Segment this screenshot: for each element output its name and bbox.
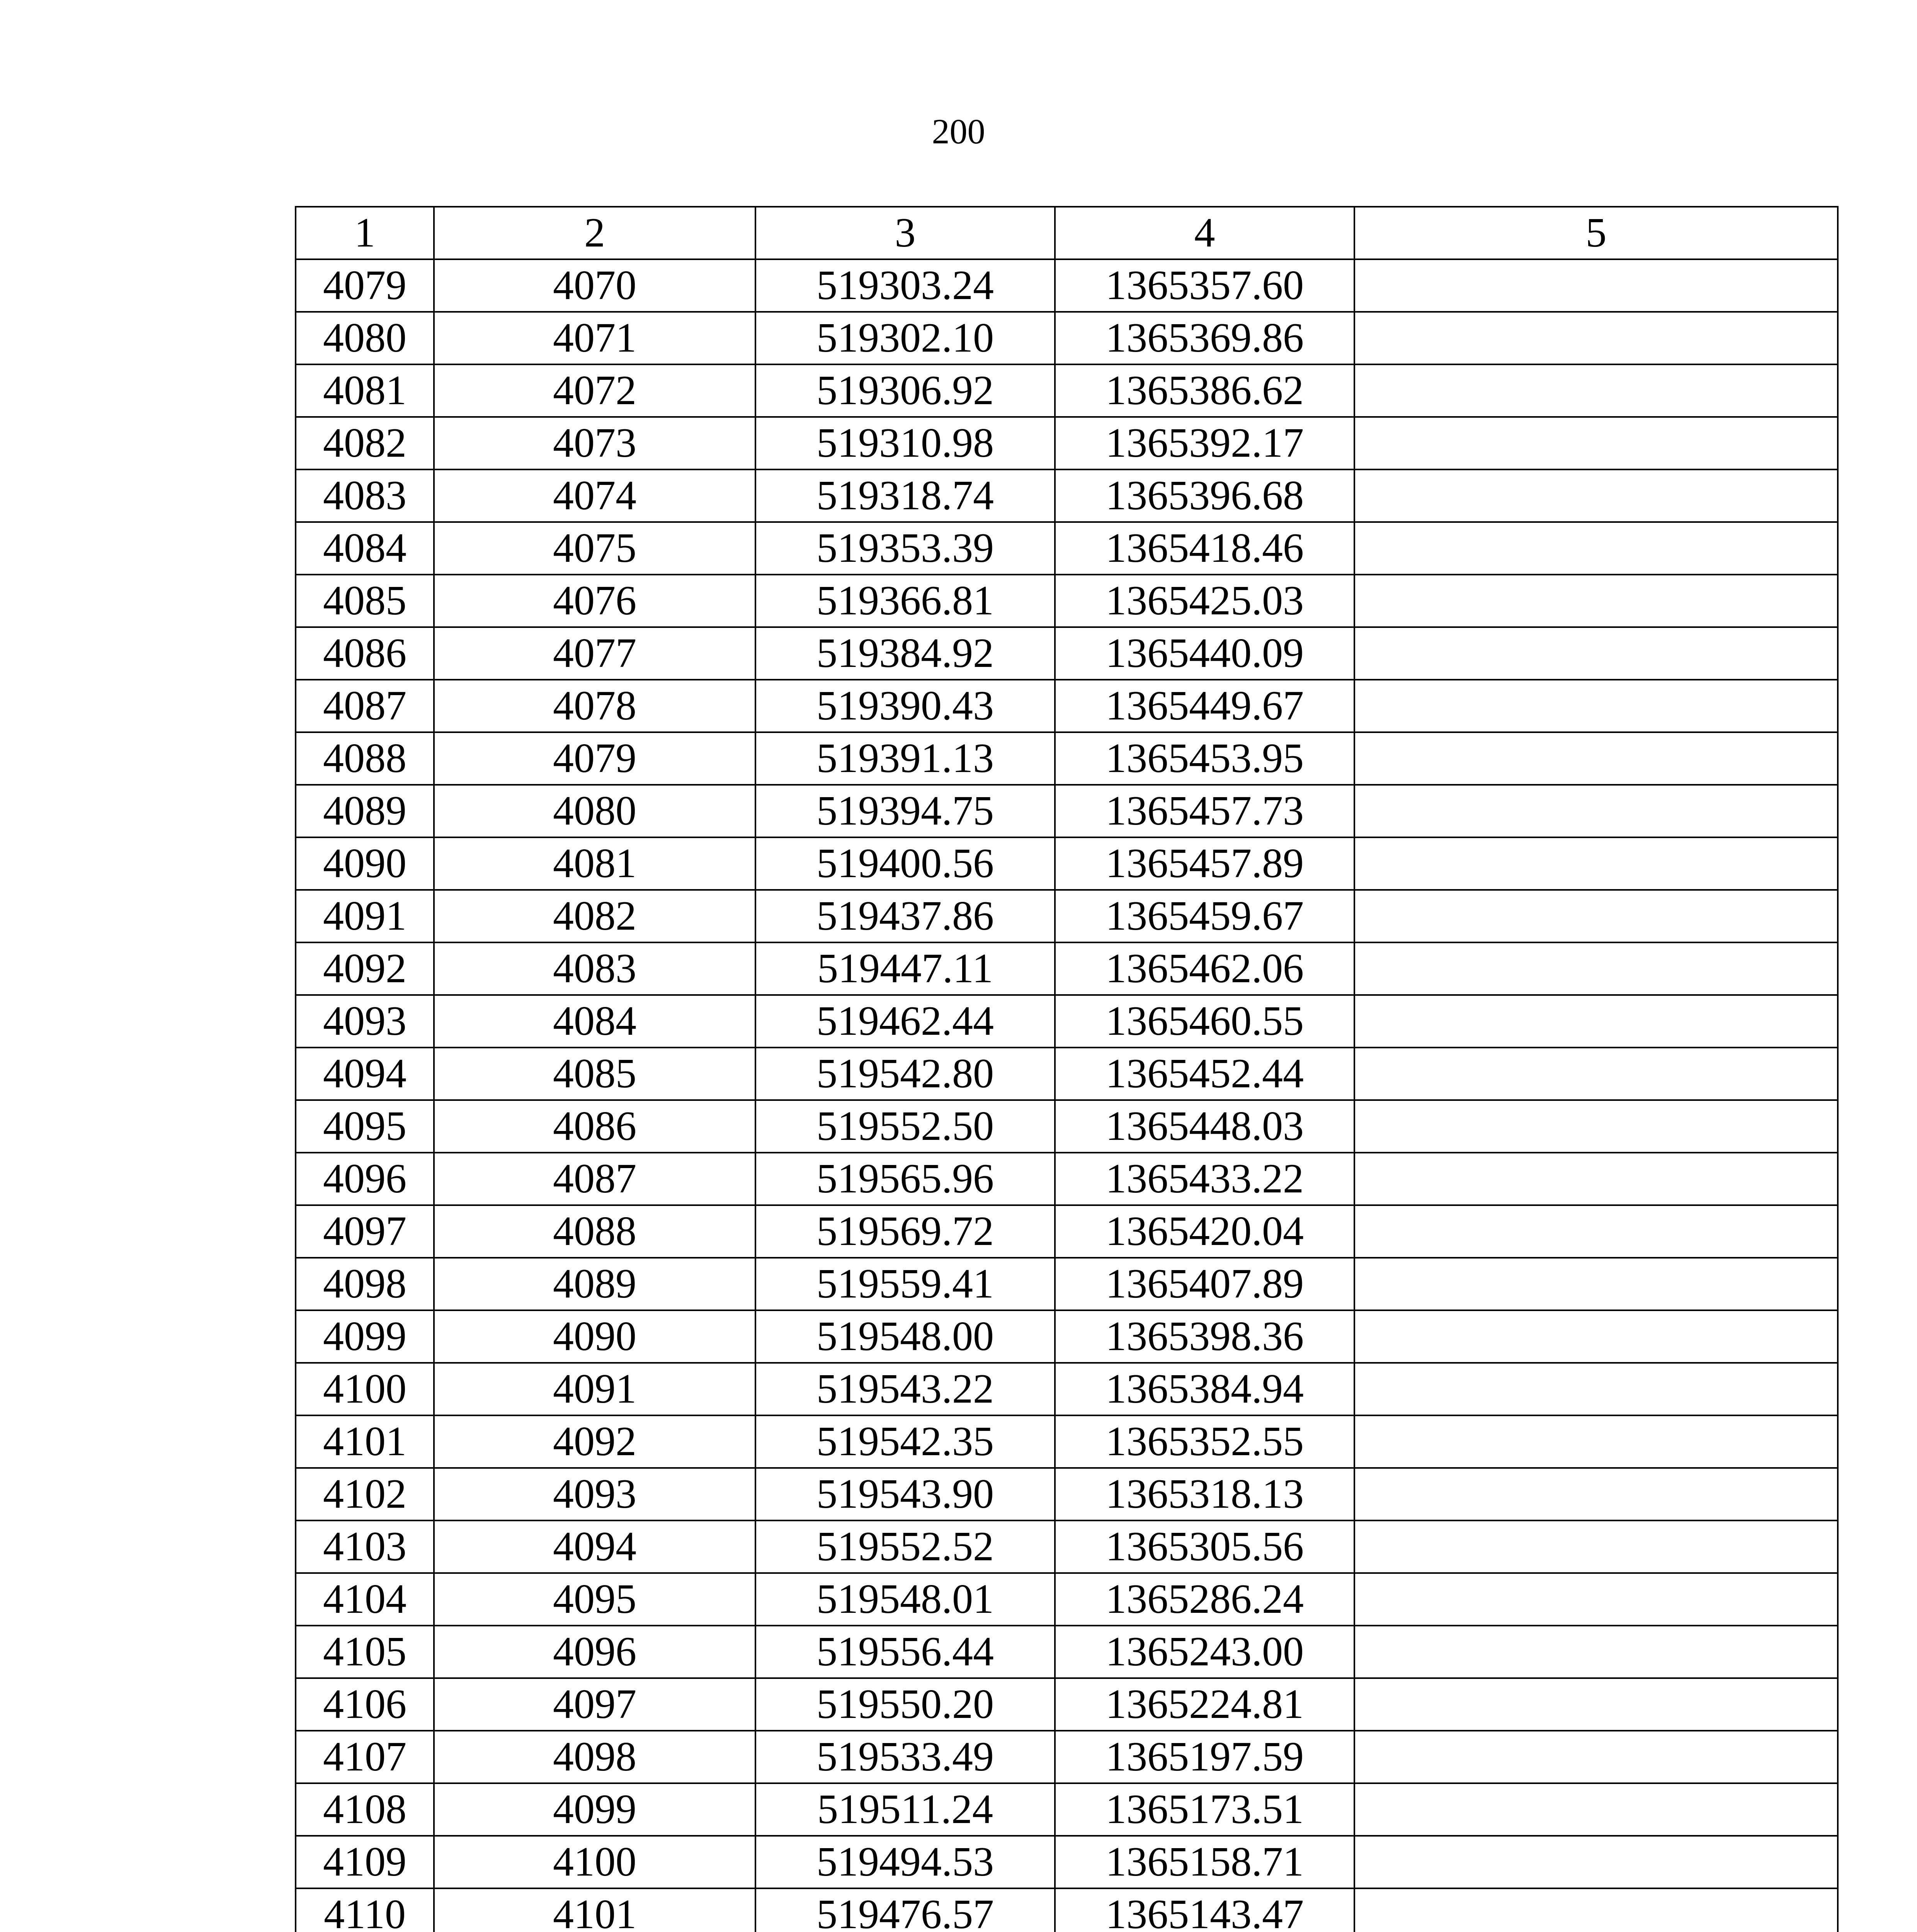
cell-point-number: 4101 [296, 1415, 434, 1468]
page-number: 200 [932, 112, 985, 151]
table-row [296, 1573, 1838, 1626]
cell-note [1354, 364, 1838, 417]
table-row [296, 1888, 1838, 1932]
cell-coordinate-y: 1365392.17 [1055, 417, 1354, 469]
cell-reference-number: 4076 [434, 575, 755, 627]
cell-note [1354, 732, 1838, 785]
cell-reference-number: 4074 [434, 469, 755, 522]
cell-coordinate-x: 519476.57 [755, 1888, 1055, 1932]
cell-coordinate-x: 519552.50 [755, 1100, 1055, 1153]
cell-point-number: 4094 [296, 1048, 434, 1100]
cell-note [1354, 417, 1838, 469]
cell-note [1354, 680, 1838, 732]
cell-reference-number: 4099 [434, 1783, 755, 1836]
cell-point-number: 4107 [296, 1731, 434, 1783]
table-row [296, 890, 1838, 942]
cell-coordinate-x: 519394.75 [755, 785, 1055, 837]
cell-point-number: 4108 [296, 1783, 434, 1836]
cell-reference-number: 4098 [434, 1731, 755, 1783]
cell-coordinate-x: 519303.24 [755, 259, 1055, 312]
cell-coordinate-y: 1365457.89 [1055, 837, 1354, 890]
cell-coordinate-y: 1365407.89 [1055, 1258, 1354, 1310]
table-row [296, 575, 1838, 627]
cell-coordinate-x: 519543.90 [755, 1468, 1055, 1520]
cell-point-number: 4083 [296, 469, 434, 522]
cell-point-number: 4084 [296, 522, 434, 575]
cell-coordinate-x: 519302.10 [755, 312, 1055, 364]
table-row [296, 1678, 1838, 1731]
cell-reference-number: 4077 [434, 627, 755, 680]
cell-coordinate-x: 519494.53 [755, 1836, 1055, 1888]
cell-note [1354, 837, 1838, 890]
cell-point-number: 4093 [296, 995, 434, 1048]
cell-coordinate-y: 1365440.09 [1055, 627, 1354, 680]
table-row [296, 1731, 1838, 1783]
cell-note [1354, 627, 1838, 680]
cell-coordinate-y: 1365386.62 [1055, 364, 1354, 417]
cell-reference-number: 4089 [434, 1258, 755, 1310]
table-row [296, 469, 1838, 522]
cell-coordinate-y: 1365286.24 [1055, 1573, 1354, 1626]
table-row [296, 417, 1838, 469]
cell-coordinate-y: 1365369.86 [1055, 312, 1354, 364]
cell-coordinate-x: 519548.00 [755, 1310, 1055, 1363]
column-header: 2 [434, 207, 755, 259]
cell-point-number: 4105 [296, 1626, 434, 1678]
cell-note [1354, 1783, 1838, 1836]
cell-point-number: 4097 [296, 1205, 434, 1258]
table-row [296, 1100, 1838, 1153]
cell-coordinate-y: 1365357.60 [1055, 259, 1354, 312]
cell-reference-number: 4071 [434, 312, 755, 364]
column-header: 3 [755, 207, 1055, 259]
column-header: 5 [1354, 207, 1838, 259]
cell-reference-number: 4096 [434, 1626, 755, 1678]
cell-point-number: 4110 [296, 1888, 434, 1932]
table-row [296, 1783, 1838, 1836]
cell-note [1354, 1731, 1838, 1783]
cell-reference-number: 4080 [434, 785, 755, 837]
cell-note [1354, 942, 1838, 995]
cell-coordinate-x: 519550.20 [755, 1678, 1055, 1731]
cell-point-number: 4088 [296, 732, 434, 785]
cell-point-number: 4082 [296, 417, 434, 469]
table-row [296, 1363, 1838, 1415]
table-row [296, 995, 1838, 1048]
cell-point-number: 4109 [296, 1836, 434, 1888]
table-row [296, 1836, 1838, 1888]
cell-coordinate-y: 1365197.59 [1055, 1731, 1354, 1783]
cell-note [1354, 1836, 1838, 1888]
cell-point-number: 4102 [296, 1468, 434, 1520]
cell-coordinate-y: 1365462.06 [1055, 942, 1354, 995]
cell-reference-number: 4090 [434, 1310, 755, 1363]
cell-reference-number: 4082 [434, 890, 755, 942]
cell-note [1354, 1888, 1838, 1932]
cell-coordinate-x: 519306.92 [755, 364, 1055, 417]
cell-reference-number: 4093 [434, 1468, 755, 1520]
table-row [296, 680, 1838, 732]
cell-coordinate-y: 1365158.71 [1055, 1836, 1354, 1888]
cell-point-number: 4099 [296, 1310, 434, 1363]
cell-coordinate-x: 519462.44 [755, 995, 1055, 1048]
cell-coordinate-x: 519556.44 [755, 1626, 1055, 1678]
cell-reference-number: 4075 [434, 522, 755, 575]
cell-point-number: 4098 [296, 1258, 434, 1310]
cell-coordinate-y: 1365425.03 [1055, 575, 1354, 627]
cell-coordinate-x: 519548.01 [755, 1573, 1055, 1626]
table-row [296, 1415, 1838, 1468]
cell-reference-number: 4091 [434, 1363, 755, 1415]
cell-coordinate-x: 519390.43 [755, 680, 1055, 732]
cell-reference-number: 4088 [434, 1205, 755, 1258]
cell-coordinate-y: 1365384.94 [1055, 1363, 1354, 1415]
cell-point-number: 4104 [296, 1573, 434, 1626]
table-row [296, 1205, 1838, 1258]
cell-note [1354, 1468, 1838, 1520]
cell-reference-number: 4095 [434, 1573, 755, 1626]
cell-coordinate-x: 519384.92 [755, 627, 1055, 680]
cell-reference-number: 4072 [434, 364, 755, 417]
cell-coordinate-y: 1365243.00 [1055, 1626, 1354, 1678]
cell-coordinate-x: 519559.41 [755, 1258, 1055, 1310]
cell-point-number: 4091 [296, 890, 434, 942]
table-row [296, 732, 1838, 785]
cell-coordinate-y: 1365452.44 [1055, 1048, 1354, 1100]
cell-coordinate-x: 519569.72 [755, 1205, 1055, 1258]
table-row [296, 1310, 1838, 1363]
cell-reference-number: 4094 [434, 1520, 755, 1573]
table-row [296, 627, 1838, 680]
cell-note [1354, 1520, 1838, 1573]
table-row [296, 312, 1838, 364]
cell-coordinate-y: 1365433.22 [1055, 1153, 1354, 1205]
cell-point-number: 4103 [296, 1520, 434, 1573]
cell-point-number: 4080 [296, 312, 434, 364]
cell-coordinate-x: 519542.80 [755, 1048, 1055, 1100]
cell-coordinate-y: 1365418.46 [1055, 522, 1354, 575]
cell-coordinate-x: 519391.13 [755, 732, 1055, 785]
table-row [296, 837, 1838, 890]
cell-reference-number: 4101 [434, 1888, 755, 1932]
cell-coordinate-y: 1365173.51 [1055, 1783, 1354, 1836]
cell-coordinate-y: 1365449.67 [1055, 680, 1354, 732]
cell-note [1354, 1100, 1838, 1153]
cell-point-number: 4095 [296, 1100, 434, 1153]
cell-coordinate-y: 1365457.73 [1055, 785, 1354, 837]
cell-coordinate-y: 1365318.13 [1055, 1468, 1354, 1520]
table-row [296, 785, 1838, 837]
cell-reference-number: 4084 [434, 995, 755, 1048]
cell-note [1354, 259, 1838, 312]
cell-reference-number: 4087 [434, 1153, 755, 1205]
cell-note [1354, 1678, 1838, 1731]
cell-reference-number: 4079 [434, 732, 755, 785]
cell-note [1354, 1258, 1838, 1310]
cell-point-number: 4096 [296, 1153, 434, 1205]
cell-note [1354, 1626, 1838, 1678]
cell-reference-number: 4085 [434, 1048, 755, 1100]
cell-reference-number: 4097 [434, 1678, 755, 1731]
cell-point-number: 4090 [296, 837, 434, 890]
cell-reference-number: 4100 [434, 1836, 755, 1888]
cell-note [1354, 469, 1838, 522]
cell-coordinate-y: 1365352.55 [1055, 1415, 1354, 1468]
cell-coordinate-x: 519318.74 [755, 469, 1055, 522]
coordinates-table [295, 206, 1839, 1932]
table-row [296, 1520, 1838, 1573]
cell-point-number: 4089 [296, 785, 434, 837]
cell-coordinate-y: 1365224.81 [1055, 1678, 1354, 1731]
cell-note [1354, 1205, 1838, 1258]
table-row [296, 522, 1838, 575]
cell-reference-number: 4078 [434, 680, 755, 732]
cell-coordinate-y: 1365143.47 [1055, 1888, 1354, 1932]
table-row [296, 1153, 1838, 1205]
cell-point-number: 4079 [296, 259, 434, 312]
cell-reference-number: 4073 [434, 417, 755, 469]
cell-point-number: 4087 [296, 680, 434, 732]
cell-note [1354, 1310, 1838, 1363]
cell-coordinate-y: 1365453.95 [1055, 732, 1354, 785]
cell-coordinate-x: 519366.81 [755, 575, 1055, 627]
table-row [296, 1048, 1838, 1100]
cell-coordinate-y: 1365396.68 [1055, 469, 1354, 522]
cell-reference-number: 4092 [434, 1415, 755, 1468]
cell-note [1354, 1573, 1838, 1626]
table-header-row [296, 207, 1838, 259]
cell-coordinate-x: 519511.24 [755, 1783, 1055, 1836]
cell-coordinate-x: 519542.35 [755, 1415, 1055, 1468]
cell-coordinate-x: 519447.11 [755, 942, 1055, 995]
cell-note [1354, 785, 1838, 837]
cell-reference-number: 4083 [434, 942, 755, 995]
table-row [296, 942, 1838, 995]
table-row [296, 1258, 1838, 1310]
cell-coordinate-y: 1365460.55 [1055, 995, 1354, 1048]
cell-coordinate-y: 1365459.67 [1055, 890, 1354, 942]
cell-coordinate-y: 1365448.03 [1055, 1100, 1354, 1153]
cell-note [1354, 995, 1838, 1048]
table-body [296, 259, 1838, 1932]
cell-point-number: 4100 [296, 1363, 434, 1415]
cell-point-number: 4081 [296, 364, 434, 417]
cell-coordinate-y: 1365305.56 [1055, 1520, 1354, 1573]
cell-note [1354, 1153, 1838, 1205]
table-row [296, 1468, 1838, 1520]
cell-note [1354, 575, 1838, 627]
cell-coordinate-y: 1365420.04 [1055, 1205, 1354, 1258]
cell-note [1354, 1048, 1838, 1100]
cell-point-number: 4086 [296, 627, 434, 680]
cell-note [1354, 1415, 1838, 1468]
cell-reference-number: 4070 [434, 259, 755, 312]
cell-coordinate-x: 519400.56 [755, 837, 1055, 890]
table-row [296, 259, 1838, 312]
column-header: 1 [296, 207, 434, 259]
cell-note [1354, 1363, 1838, 1415]
cell-coordinate-x: 519552.52 [755, 1520, 1055, 1573]
cell-coordinate-x: 519533.49 [755, 1731, 1055, 1783]
cell-note [1354, 522, 1838, 575]
cell-coordinate-y: 1365398.36 [1055, 1310, 1354, 1363]
cell-note [1354, 312, 1838, 364]
column-header: 4 [1055, 207, 1354, 259]
cell-coordinate-x: 519310.98 [755, 417, 1055, 469]
cell-point-number: 4085 [296, 575, 434, 627]
table-row [296, 364, 1838, 417]
cell-coordinate-x: 519543.22 [755, 1363, 1055, 1415]
table-row [296, 1626, 1838, 1678]
cell-reference-number: 4086 [434, 1100, 755, 1153]
cell-reference-number: 4081 [434, 837, 755, 890]
cell-coordinate-x: 519437.86 [755, 890, 1055, 942]
cell-coordinate-x: 519353.39 [755, 522, 1055, 575]
cell-note [1354, 890, 1838, 942]
cell-coordinate-x: 519565.96 [755, 1153, 1055, 1205]
cell-point-number: 4092 [296, 942, 434, 995]
cell-point-number: 4106 [296, 1678, 434, 1731]
